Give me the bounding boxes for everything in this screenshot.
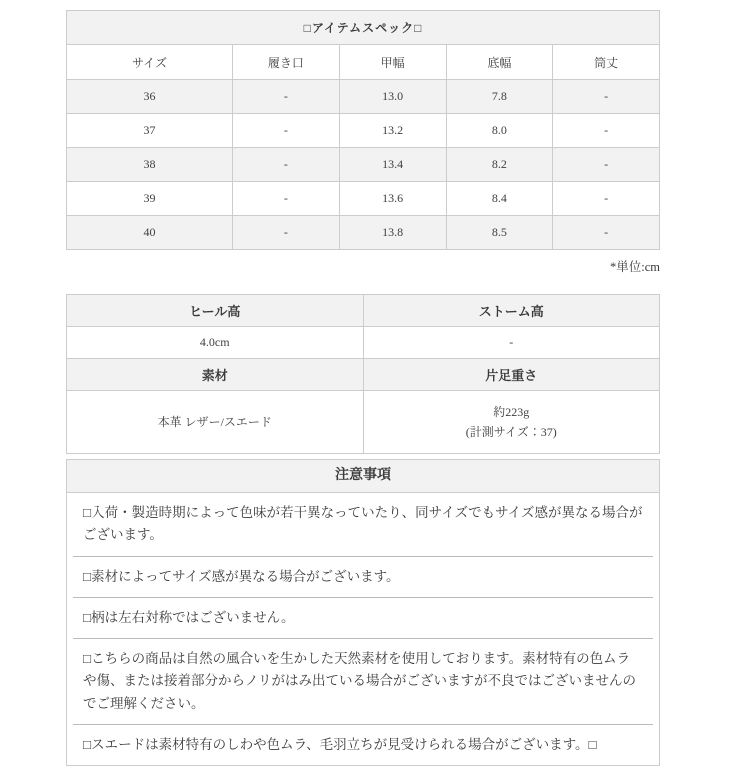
cell-opening: - bbox=[233, 182, 340, 216]
item-spec-table bbox=[66, 10, 660, 250]
table-row-size-36 bbox=[67, 80, 660, 114]
unit-note: *単位:cm bbox=[610, 260, 660, 274]
cell-size: 36 bbox=[67, 80, 233, 114]
note-item-suede: □スエードは素材特有のしわや色ムラ、毛羽立ちが見受けられる場合がございます。□ bbox=[73, 724, 653, 765]
storm-height-value: - bbox=[363, 327, 660, 359]
cell-size: 38 bbox=[67, 148, 233, 182]
cell-size: 40 bbox=[67, 216, 233, 250]
heel-height-label: ヒール高 bbox=[67, 295, 364, 327]
table-row-size-38 bbox=[67, 148, 660, 182]
column-header-opening: 履き口 bbox=[233, 45, 340, 80]
material-label: 素材 bbox=[67, 359, 364, 391]
detail-header-row-1 bbox=[67, 295, 660, 327]
cell-opening: - bbox=[233, 114, 340, 148]
cell-shaft-height: - bbox=[553, 114, 660, 148]
table-row-size-37 bbox=[67, 114, 660, 148]
cell-sole-width: 8.5 bbox=[446, 216, 553, 250]
notes-title: 注意事項 bbox=[67, 460, 659, 493]
cell-instep-width: 13.6 bbox=[339, 182, 446, 216]
material-value: 本革 レザー/スエード bbox=[67, 391, 364, 454]
note-item-natural-material: □こちらの商品は自然の風合いを生かした天然素材を使用しております。素材特有の色ムラや傷、または接着部分からノリがはみ出ている場合がございますが不良ではございませんのでご理解ください。 bbox=[73, 638, 653, 724]
cell-shaft-height: - bbox=[553, 80, 660, 114]
notes-box bbox=[66, 459, 660, 766]
cell-sole-width: 7.8 bbox=[446, 80, 553, 114]
column-header-size: サイズ bbox=[67, 45, 233, 80]
detail-table bbox=[66, 294, 660, 454]
cell-size: 39 bbox=[67, 182, 233, 216]
cell-size: 37 bbox=[67, 114, 233, 148]
column-header-shaft-height: 筒丈 bbox=[553, 45, 660, 80]
weight-value-line1: 約223g bbox=[493, 404, 530, 419]
table-row-size-40 bbox=[67, 216, 660, 250]
cell-instep-width: 13.4 bbox=[339, 148, 446, 182]
detail-value-row-1 bbox=[67, 327, 660, 359]
spec-content bbox=[66, 10, 660, 766]
cell-sole-width: 8.0 bbox=[446, 114, 553, 148]
cell-shaft-height: - bbox=[553, 216, 660, 250]
storm-height-label: ストーム高 bbox=[363, 295, 660, 327]
cell-instep-width: 13.0 bbox=[339, 80, 446, 114]
cell-sole-width: 8.4 bbox=[446, 182, 553, 216]
cell-instep-width: 13.8 bbox=[339, 216, 446, 250]
weight-label: 片足重さ bbox=[363, 359, 660, 391]
note-item-pattern-asymmetry: □柄は左右対称ではございません。 bbox=[73, 597, 653, 638]
spec-title-row bbox=[67, 11, 660, 45]
cell-instep-width: 13.2 bbox=[339, 114, 446, 148]
cell-opening: - bbox=[233, 216, 340, 250]
cell-opening: - bbox=[233, 148, 340, 182]
note-item-color-variation: □入荷・製造時期によって色味が若干異なっていたり、同サイズでもサイズ感が異なる場合がございます。 bbox=[83, 505, 643, 543]
note-item-material-sizing: □素材によってサイズ感が異なる場合がございます。 bbox=[73, 556, 653, 597]
spec-table-title: □アイテムスペック□ bbox=[67, 11, 660, 45]
weight-value-line2: (計測サイズ：37) bbox=[465, 425, 557, 439]
column-header-instep-width: 甲幅 bbox=[339, 45, 446, 80]
column-header-sole-width: 底幅 bbox=[446, 45, 553, 80]
detail-value-row-2 bbox=[67, 391, 660, 454]
weight-value bbox=[363, 391, 660, 454]
cell-shaft-height: - bbox=[553, 148, 660, 182]
detail-header-row-2 bbox=[67, 359, 660, 391]
cell-sole-width: 8.2 bbox=[446, 148, 553, 182]
cell-shaft-height: - bbox=[553, 182, 660, 216]
table-row-size-39 bbox=[67, 182, 660, 216]
spec-header-row bbox=[67, 45, 660, 80]
heel-height-value: 4.0cm bbox=[67, 327, 364, 359]
cell-opening: - bbox=[233, 80, 340, 114]
